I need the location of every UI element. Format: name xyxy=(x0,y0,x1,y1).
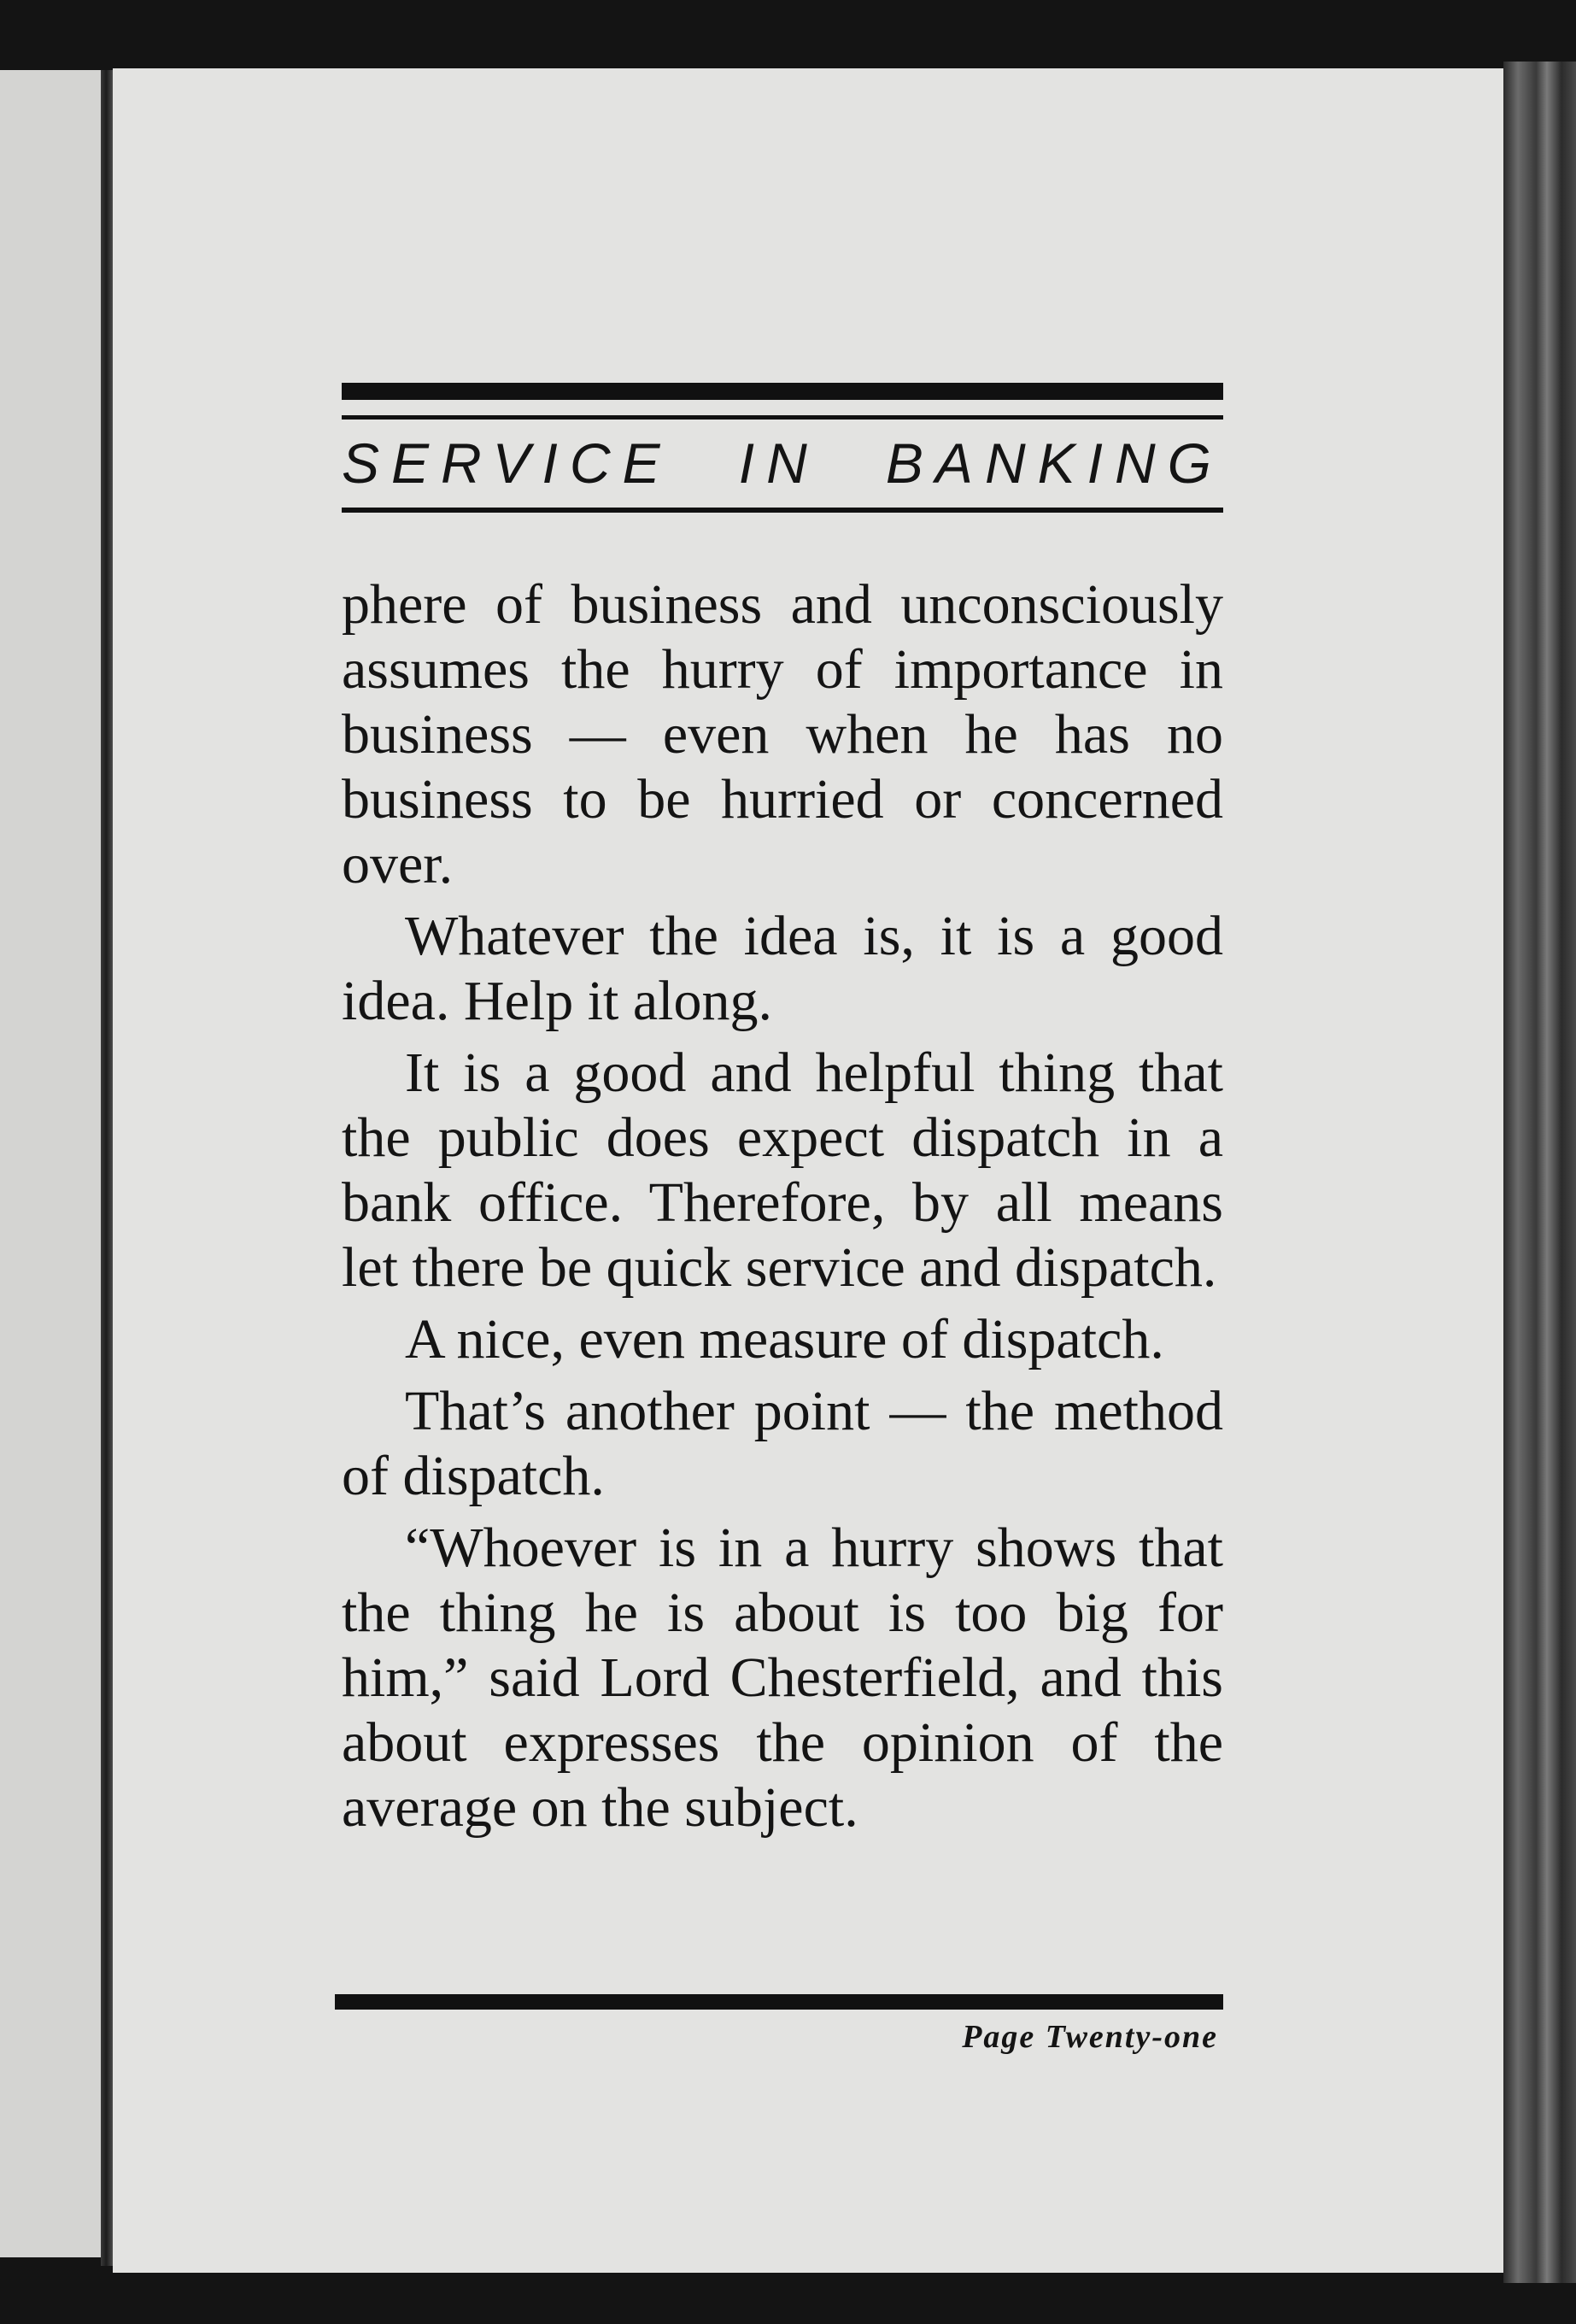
paragraph: phere of business and unconsciously assumes the hurry of importance in business — even when he has no business to be hurried or concerned over. xyxy=(342,573,1223,895)
paragraph: That’s another point — the method of dispatch. xyxy=(342,1380,1223,1507)
paragraph: “Whoever is in a hurry shows that the thing he is about is too big for him,” said Lord Chesterfield, and this about expresses the opinion of the average on the subject. xyxy=(342,1517,1223,1839)
running-head-word: SERVICE xyxy=(342,431,672,495)
running-head-word: IN xyxy=(738,431,819,495)
running-head xyxy=(342,422,1223,504)
running-head-word: BANKING xyxy=(885,431,1223,495)
header-rule-bottom xyxy=(342,508,1223,513)
body-text xyxy=(342,572,1223,1840)
facing-page-edge xyxy=(0,70,106,2257)
paragraph: It is a good and helpful thing that the public does expect dispatch in a bank office. Therefore, by all means let there be quick service and dispatch. xyxy=(342,1042,1223,1299)
header-rule-thick xyxy=(342,383,1223,400)
page-stack-edge xyxy=(1503,62,1576,2283)
page-number: Page Twenty-one xyxy=(962,2019,1218,2055)
header-rule-thin xyxy=(342,415,1223,420)
paragraph: A nice, even measure of dispatch. xyxy=(405,1308,1164,1370)
footer-rule xyxy=(335,1994,1223,2010)
paragraph: Whatever the idea is, it is a good idea. Help it along. xyxy=(342,905,1223,1032)
